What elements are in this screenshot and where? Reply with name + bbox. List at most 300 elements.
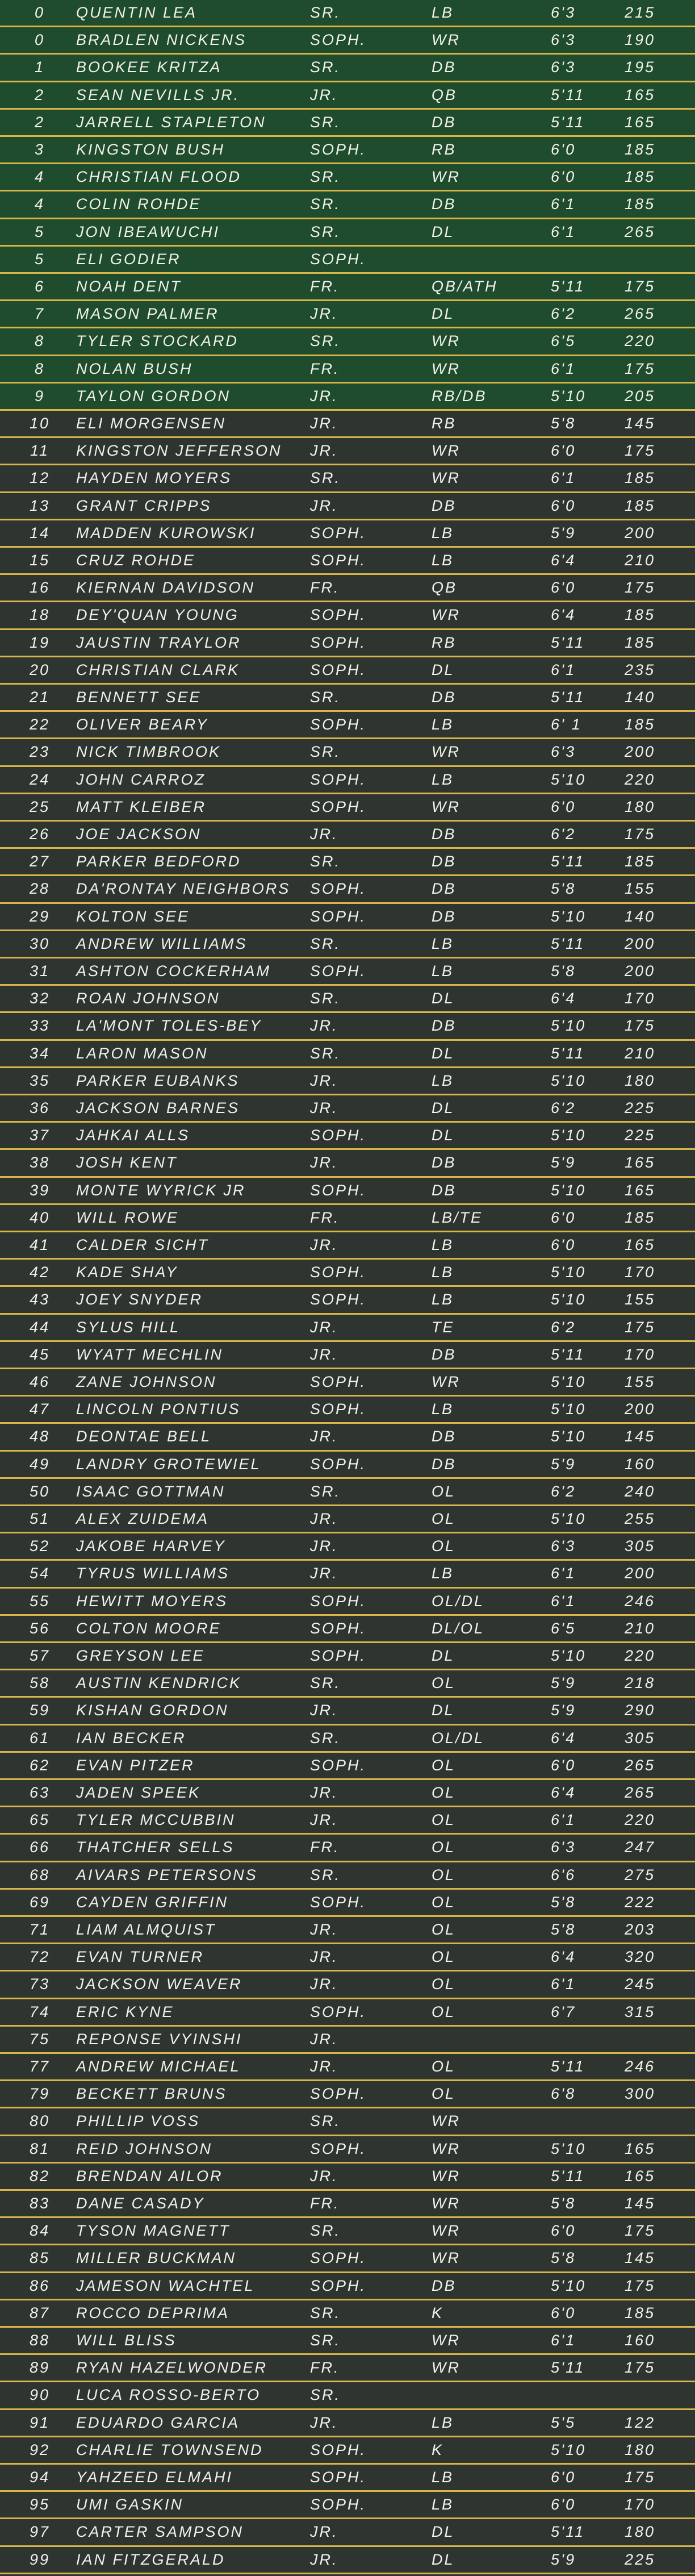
player-name: HAYDEN MOYERS xyxy=(76,469,232,487)
table-row xyxy=(0,849,695,876)
table-row xyxy=(0,2519,695,2546)
player-year: SR. xyxy=(310,990,341,1007)
player-weight: 185 xyxy=(625,633,656,651)
player-year: SR. xyxy=(310,689,341,706)
player-height: 5'8 xyxy=(551,2195,576,2212)
player-height: 6'0 xyxy=(551,1756,576,1774)
player-height: 5'8 xyxy=(551,2249,576,2267)
player-position: DB xyxy=(432,1017,457,1035)
jersey-number: 5 xyxy=(34,250,45,268)
player-height: 5'11 xyxy=(551,278,585,295)
player-height: 6'1 xyxy=(551,1975,576,1993)
player-position: QB xyxy=(432,86,458,103)
player-year: SOPH. xyxy=(310,1181,367,1199)
table-row xyxy=(0,1670,695,1698)
player-position: LB xyxy=(432,524,454,541)
player-height: 5'9 xyxy=(551,1674,576,1692)
player-weight: 175 xyxy=(625,360,656,377)
player-weight: 190 xyxy=(625,31,656,49)
table-row xyxy=(0,2410,695,2437)
player-weight: 175 xyxy=(625,278,656,295)
jersey-number: 32 xyxy=(29,990,51,1007)
table-row xyxy=(0,2437,695,2465)
jersey-number: 28 xyxy=(29,880,51,898)
player-year: SR. xyxy=(310,168,341,186)
player-year: SOPH. xyxy=(310,2469,367,2486)
player-position: LB xyxy=(432,716,454,733)
player-year: SOPH. xyxy=(310,2496,367,2514)
player-name: QUENTIN LEA xyxy=(76,4,198,21)
table-row xyxy=(0,2492,695,2519)
player-position: DB xyxy=(432,1181,457,1199)
player-weight: 145 xyxy=(625,2249,656,2267)
player-position: OL xyxy=(432,2003,456,2020)
table-row xyxy=(0,1533,695,1561)
player-name: MADDEN KUROWSKI xyxy=(76,524,256,541)
player-height: 6'0 xyxy=(551,579,576,597)
table-row xyxy=(0,1643,695,1670)
player-year: FR. xyxy=(310,360,340,377)
player-name: KADE SHAY xyxy=(76,1264,178,1281)
jersey-number: 58 xyxy=(29,1674,51,1692)
jersey-number: 12 xyxy=(29,469,51,487)
player-height: 5'8 xyxy=(551,1921,576,1938)
jersey-number: 37 xyxy=(29,1127,51,1144)
player-position: DL/OL xyxy=(432,1619,485,1637)
player-weight: 215 xyxy=(625,4,656,21)
player-weight: 175 xyxy=(625,2277,656,2294)
player-weight: 180 xyxy=(625,798,656,815)
player-position: LB xyxy=(432,2469,454,2486)
table-row xyxy=(0,1452,695,1479)
jersey-number: 30 xyxy=(29,935,51,952)
table-row xyxy=(0,2191,695,2218)
player-name: TYSON MAGNETT xyxy=(76,2222,231,2240)
player-position: DB xyxy=(432,2277,457,2294)
player-name: WILL BLISS xyxy=(76,2332,177,2349)
jersey-number: 16 xyxy=(29,579,51,597)
player-weight: 320 xyxy=(625,1948,656,1966)
table-row xyxy=(0,55,695,82)
player-name: HEWITT MOYERS xyxy=(76,1592,228,1610)
jersey-number: 95 xyxy=(29,2496,51,2514)
player-position: QB/ATH xyxy=(432,278,498,295)
jersey-number: 65 xyxy=(29,1811,51,1829)
table-row xyxy=(0,1342,695,1369)
player-weight: 180 xyxy=(625,2441,656,2458)
player-height: 6'2 xyxy=(551,305,576,323)
player-year: SOPH. xyxy=(310,141,367,158)
player-height: 6'3 xyxy=(551,4,576,21)
jersey-number: 36 xyxy=(29,1099,51,1116)
player-height: 5'8 xyxy=(551,880,576,898)
player-weight: 210 xyxy=(625,1044,656,1062)
player-name: TYLER STOCKARD xyxy=(76,332,239,350)
player-position: LB xyxy=(432,1565,454,1582)
player-position: WR xyxy=(432,168,460,186)
table-row xyxy=(0,1479,695,1506)
player-name: KOLTON SEE xyxy=(76,907,190,925)
player-height: 6'4 xyxy=(551,1784,576,1801)
player-position: DL xyxy=(432,1099,455,1116)
player-height: 6'1 xyxy=(551,1592,576,1610)
player-position: K xyxy=(432,2441,444,2458)
player-year: JR. xyxy=(310,1154,338,1172)
player-height: 6'1 xyxy=(551,661,576,678)
player-weight: 220 xyxy=(625,1811,656,1829)
player-height: 6'2 xyxy=(551,1099,576,1116)
player-year: SOPH. xyxy=(310,1291,367,1308)
player-weight: 220 xyxy=(625,332,656,350)
player-weight: 200 xyxy=(625,743,656,761)
player-height: 6'0 xyxy=(551,798,576,815)
player-weight: 175 xyxy=(625,1318,656,1336)
player-year: SOPH. xyxy=(310,1264,367,1281)
player-year: SOPH. xyxy=(310,524,367,541)
table-row xyxy=(0,1589,695,1616)
player-height: 6'4 xyxy=(551,552,576,569)
player-position: LB xyxy=(432,962,454,979)
player-weight: 185 xyxy=(625,469,656,487)
table-row xyxy=(0,575,695,602)
player-position: RB xyxy=(432,415,457,432)
player-name: LARON MASON xyxy=(76,1044,208,1062)
player-year: JR. xyxy=(310,1975,338,1993)
jersey-number: 15 xyxy=(29,552,51,569)
player-name: LANDRY GROTEWIEL xyxy=(76,1455,261,1473)
player-position: OL xyxy=(432,1948,456,1966)
table-row xyxy=(0,1506,695,1533)
player-name: RYAN HAZELWONDER xyxy=(76,2359,268,2377)
player-position: DB xyxy=(432,1455,457,1473)
player-name: COLTON MOORE xyxy=(76,1619,221,1637)
player-position: WR xyxy=(432,2249,460,2267)
player-name: JOSH KENT xyxy=(76,1154,178,1172)
player-name: LIAM ALMQUIST xyxy=(76,1921,216,1938)
table-row xyxy=(0,1424,695,1451)
player-name: MATT KLEIBER xyxy=(76,798,207,815)
player-position: OL xyxy=(432,1921,456,1938)
player-weight: 140 xyxy=(625,689,656,706)
player-weight: 145 xyxy=(625,1428,656,1445)
player-name: EVAN TURNER xyxy=(76,1948,204,1966)
player-height: 6'0 xyxy=(551,2222,576,2240)
player-year: SR. xyxy=(310,2112,341,2130)
player-height: 5'10 xyxy=(551,1400,587,1418)
jersey-number: 0 xyxy=(34,4,45,21)
jersey-number: 74 xyxy=(29,2003,51,2020)
player-height: 6'3 xyxy=(551,59,576,76)
player-height: 5'11 xyxy=(551,689,585,706)
player-name: JOEY SNYDER xyxy=(76,1291,203,1308)
player-weight: 160 xyxy=(625,2332,656,2349)
player-height: 5'10 xyxy=(551,1428,587,1445)
player-position: DB xyxy=(432,195,457,213)
jersey-number: 59 xyxy=(29,1702,51,1719)
player-weight: 300 xyxy=(625,2085,656,2103)
player-position: WR xyxy=(432,2195,460,2212)
player-position: WR xyxy=(432,2359,460,2377)
player-position: QB xyxy=(432,579,458,597)
table-row xyxy=(0,2382,695,2410)
player-weight: 265 xyxy=(625,305,656,323)
jersey-number: 38 xyxy=(29,1154,51,1172)
player-position: WR xyxy=(432,360,460,377)
player-name: OLIVER BEARY xyxy=(76,716,209,733)
player-year: JR. xyxy=(310,86,338,103)
jersey-number: 21 xyxy=(29,689,51,706)
player-position: OL xyxy=(432,1674,456,1692)
player-weight: 305 xyxy=(625,1537,656,1555)
player-year: FR. xyxy=(310,579,340,597)
player-position: WR xyxy=(432,743,460,761)
player-height: 5'10 xyxy=(551,387,587,405)
table-row xyxy=(0,2164,695,2191)
player-year: SOPH. xyxy=(310,2140,367,2157)
player-height: 5'11 xyxy=(551,113,585,131)
player-weight: 165 xyxy=(625,2140,656,2157)
table-row xyxy=(0,493,695,520)
player-position: WR xyxy=(432,442,460,460)
player-year: SR. xyxy=(310,1674,341,1692)
player-name: SEAN NEVILLS JR. xyxy=(76,86,240,103)
player-weight: 175 xyxy=(625,2359,656,2377)
player-year: SR. xyxy=(310,332,341,350)
player-weight: 185 xyxy=(625,141,656,158)
jersey-number: 77 xyxy=(29,2058,51,2075)
player-year: SOPH. xyxy=(310,2277,367,2294)
player-name: IAN BECKER xyxy=(76,1729,186,1746)
player-position: DL xyxy=(432,1044,455,1062)
player-weight: 170 xyxy=(625,990,656,1007)
player-name: DA'RONTAY NEIGHBORS xyxy=(76,880,291,898)
player-weight: 180 xyxy=(625,1072,656,1089)
player-height: 6'2 xyxy=(551,1318,576,1336)
table-row xyxy=(0,1999,695,2027)
player-position: OL xyxy=(432,1510,456,1527)
player-year: SR. xyxy=(310,743,341,761)
jersey-number: 75 xyxy=(29,2030,51,2048)
jersey-number: 83 xyxy=(29,2195,51,2212)
player-year: JR. xyxy=(310,1072,338,1089)
jersey-number: 71 xyxy=(29,1921,51,1938)
jersey-number: 50 xyxy=(29,1482,51,1500)
table-row xyxy=(0,794,695,822)
table-row xyxy=(0,931,695,958)
table-row xyxy=(0,822,695,849)
player-height: 5'11 xyxy=(551,853,585,870)
player-name: JAUSTIN TRAYLOR xyxy=(76,633,241,651)
player-position: WR xyxy=(432,2140,460,2157)
jersey-number: 68 xyxy=(29,1866,51,1883)
player-weight: 175 xyxy=(625,442,656,460)
player-height: 5'11 xyxy=(551,86,585,103)
player-year: JR. xyxy=(310,1921,338,1938)
player-name: CARTER SAMPSON xyxy=(76,2523,244,2541)
jersey-number: 7 xyxy=(34,305,45,323)
player-name: ROAN JOHNSON xyxy=(76,990,220,1007)
player-height: 6'4 xyxy=(551,1729,576,1746)
player-position: DB xyxy=(432,59,457,76)
player-year: JR. xyxy=(310,2523,338,2541)
player-height: 5'10 xyxy=(551,1181,587,1199)
player-name: JOHN CARROZ xyxy=(76,770,206,788)
player-year: JR. xyxy=(310,1565,338,1582)
player-name: MASON PALMER xyxy=(76,305,219,323)
player-height: 6'5 xyxy=(551,1619,576,1637)
player-position: WR xyxy=(432,469,460,487)
jersey-number: 45 xyxy=(29,1345,51,1363)
player-height: 6'0 xyxy=(551,497,576,514)
player-name: SYLUS HILL xyxy=(76,1318,181,1336)
player-weight: 175 xyxy=(625,579,656,597)
player-name: BRENDAN AILOR xyxy=(76,2167,223,2185)
player-name: JAHKAI ALLS xyxy=(76,1127,190,1144)
table-row xyxy=(0,1041,695,1068)
table-row xyxy=(0,2081,695,2108)
player-position: WR xyxy=(432,2167,460,2185)
player-name: ROCCO DEPRIMA xyxy=(76,2304,230,2321)
player-height: 5'10 xyxy=(551,1127,587,1144)
player-position: WR xyxy=(432,1373,460,1390)
player-weight: 218 xyxy=(625,1674,656,1692)
jersey-number: 33 xyxy=(29,1017,51,1035)
player-weight: 175 xyxy=(625,2469,656,2486)
jersey-number: 34 xyxy=(29,1044,51,1062)
player-year: SR. xyxy=(310,2332,341,2349)
player-position: DB xyxy=(432,826,457,843)
player-name: ELI MORGENSEN xyxy=(76,415,227,432)
table-row xyxy=(0,2465,695,2492)
jersey-number: 85 xyxy=(29,2249,51,2267)
player-year: JR. xyxy=(310,1099,338,1116)
jersey-number: 18 xyxy=(29,606,51,624)
player-height: 6'2 xyxy=(551,1482,576,1500)
player-name: DEY'QUAN YOUNG xyxy=(76,606,239,624)
jersey-number: 9 xyxy=(34,387,45,405)
player-name: JADEN SPEEK xyxy=(76,1784,201,1801)
player-year: SOPH. xyxy=(310,770,367,788)
player-weight: 185 xyxy=(625,195,656,213)
player-weight: 210 xyxy=(625,1619,656,1637)
player-weight: 170 xyxy=(625,2496,656,2514)
player-position: LB xyxy=(432,1400,454,1418)
player-position: DB xyxy=(432,880,457,898)
player-weight: 265 xyxy=(625,1784,656,1801)
player-year: SOPH. xyxy=(310,661,367,678)
player-year: SOPH. xyxy=(310,1756,367,1774)
player-name: WILL ROWE xyxy=(76,1208,179,1226)
player-weight: 170 xyxy=(625,1345,656,1363)
jersey-number: 31 xyxy=(29,962,51,979)
player-name: DEONTAE BELL xyxy=(76,1428,212,1445)
player-name: ANDREW WILLIAMS xyxy=(76,935,248,952)
jersey-number: 5 xyxy=(34,223,45,240)
player-weight: 225 xyxy=(625,2550,656,2568)
table-row xyxy=(0,2245,695,2273)
player-name: UMI GASKIN xyxy=(76,2496,184,2514)
player-height: 5'10 xyxy=(551,2140,587,2157)
table-row xyxy=(0,438,695,465)
table-row xyxy=(0,1315,695,1342)
jersey-number: 69 xyxy=(29,1893,51,1911)
player-year: JR. xyxy=(310,1537,338,1555)
player-weight: 185 xyxy=(625,606,656,624)
player-weight: 240 xyxy=(625,1482,656,1500)
player-name: PARKER EUBANKS xyxy=(76,1072,240,1089)
jersey-number: 29 xyxy=(29,907,51,925)
table-row xyxy=(0,548,695,575)
player-position: OL xyxy=(432,1866,456,1883)
player-position: LB xyxy=(432,2496,454,2514)
player-position: DB xyxy=(432,1428,457,1445)
player-weight: 180 xyxy=(625,2523,656,2541)
player-position: LB xyxy=(432,2414,454,2431)
player-weight: 185 xyxy=(625,716,656,733)
player-weight: 220 xyxy=(625,770,656,788)
player-position: DL xyxy=(432,2523,455,2541)
player-position: DL xyxy=(432,2550,455,2568)
player-position: OL xyxy=(432,2058,456,2075)
player-position: WR xyxy=(432,31,460,49)
player-name: BRADLEN NICKENS xyxy=(76,31,247,49)
player-year: SR. xyxy=(310,853,341,870)
player-name: JOE JACKSON xyxy=(76,826,202,843)
player-height: 5'8 xyxy=(551,1893,576,1911)
player-year: SR. xyxy=(310,4,341,21)
player-year: FR. xyxy=(310,1208,340,1226)
table-row xyxy=(0,0,695,27)
table-row xyxy=(0,328,695,356)
player-position: DB xyxy=(432,853,457,870)
player-year: SR. xyxy=(310,935,341,952)
player-year: SOPH. xyxy=(310,716,367,733)
player-position: LB xyxy=(432,770,454,788)
player-weight: 305 xyxy=(625,1729,656,1746)
table-row xyxy=(0,712,695,739)
player-height: 6' 1 xyxy=(551,716,582,733)
table-row xyxy=(0,685,695,712)
player-position: OL xyxy=(432,2085,456,2103)
player-name: KINGSTON JEFFERSON xyxy=(76,442,282,460)
table-row xyxy=(0,1917,695,1944)
player-year: SR. xyxy=(310,1729,341,1746)
player-position: OL xyxy=(432,1811,456,1829)
player-height: 5'10 xyxy=(551,907,587,925)
jersey-number: 19 xyxy=(29,633,51,651)
table-row xyxy=(0,1862,695,1890)
player-position: LB xyxy=(432,1236,454,1253)
player-position: LB xyxy=(432,552,454,569)
jersey-number: 91 xyxy=(29,2414,51,2431)
player-name: ALEX ZUIDEMA xyxy=(76,1510,210,1527)
player-position: WR xyxy=(432,606,460,624)
jersey-number: 6 xyxy=(34,278,45,295)
table-row xyxy=(0,520,695,548)
player-weight: 165 xyxy=(625,1154,656,1172)
player-name: KISHAN GORDON xyxy=(76,1702,229,1719)
jersey-number: 40 xyxy=(29,1208,51,1226)
table-row xyxy=(0,2027,695,2054)
player-year: FR. xyxy=(310,278,340,295)
player-position: DB xyxy=(432,689,457,706)
table-row xyxy=(0,137,695,164)
player-year: SR. xyxy=(310,1866,341,1883)
table-row xyxy=(0,1095,695,1123)
player-name: AUSTIN KENDRICK xyxy=(76,1674,242,1692)
player-position: OL xyxy=(432,1975,456,1993)
table-row xyxy=(0,356,695,384)
